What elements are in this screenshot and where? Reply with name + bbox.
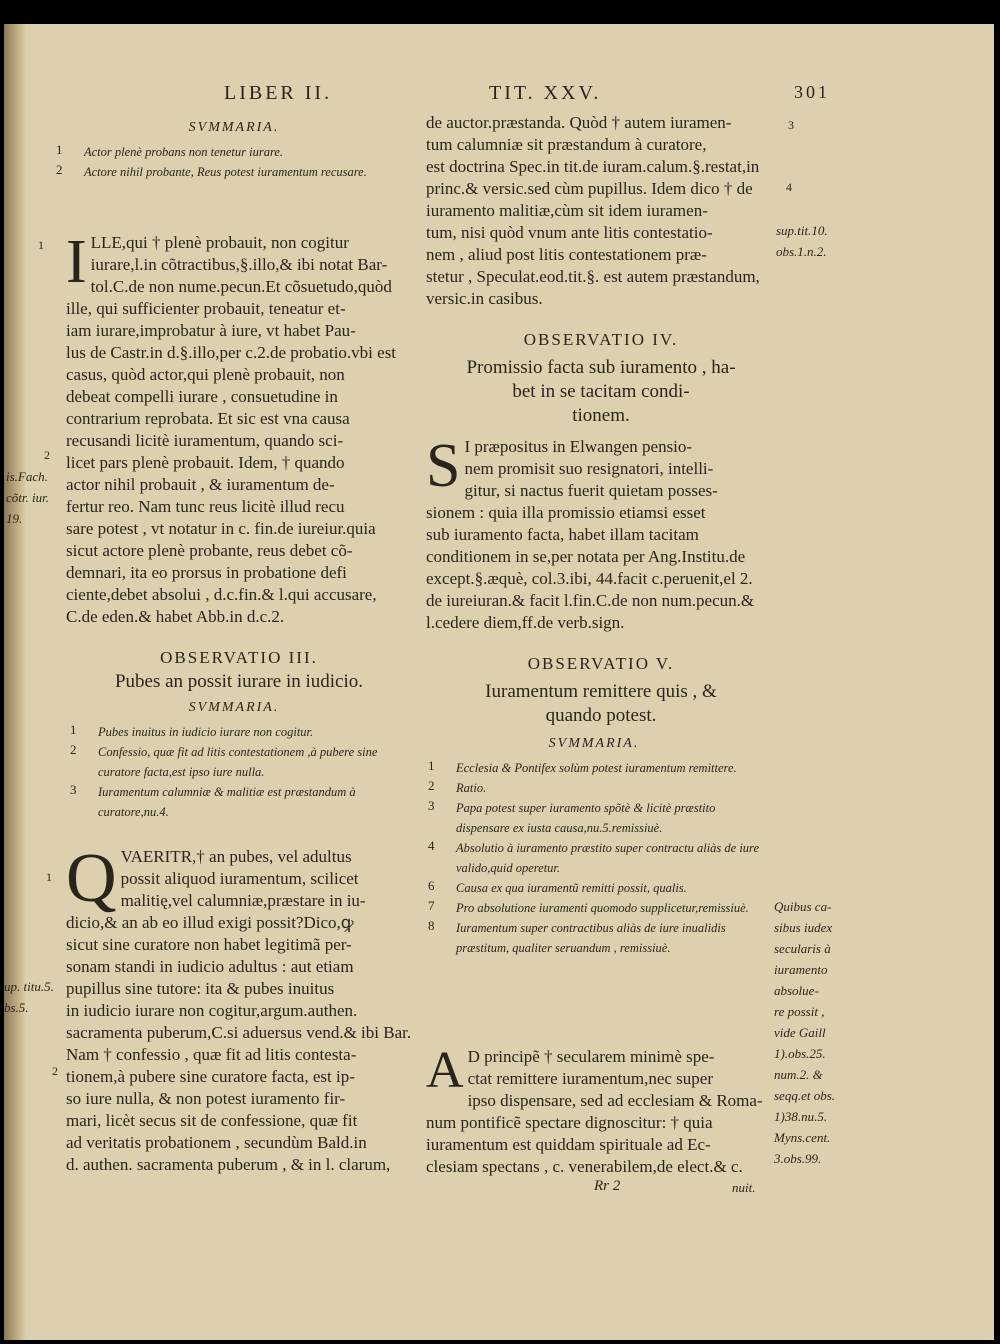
catchword: nuit. [732, 1180, 756, 1195]
observatio-5-subtitle: Iuramentum remittere quis , & quando potest. [485, 681, 717, 726]
margin-note: is.Fach. cõtr. iur. 19. [6, 469, 49, 526]
margin-number: 1 [38, 238, 44, 252]
observatio-3-subtitle: Pubes an possit iurare in iudicio. [114, 671, 364, 692]
drop-cap: Q [66, 840, 117, 917]
paragraph-3: Q VAERITR,† an pubes, vel adultus possit aliquod iuramentum, scilicet malitię,vel calumniæ,præstare in iu- dicio,& an ab eo illud exigi possit?Dico,ꝙ sicut sine curatore non habet legitimã per- sonam standi in iudicio adultus : aut etiam pupillus sine tutore: ita & pubes inuitus in iudicio iurare non cogitur,argum.authen. sacramenta puberum,C.si aduersus vend.& ibi Bar. Nam † confessio , quæ fit ad litis contesta- tionem,à pubere sine curatore facta, est ip- so iure nulla, & non potest iuramento fir- mari, licèt secus sit de confessione, quæ fit ad veritatis probationem , secundùm Bald.in d. authen. sacramenta puberum , & in l. clarum, [66, 840, 412, 1174]
summaria-item: 3 Iuramentum calumniæ & malitiæ est præstandum à curatore,nu.4. [70, 782, 356, 819]
gutter-shadow [4, 24, 26, 1340]
summaria-item: 2 Confessio, quæ fit ad litis contestationem ,à pubere sine curatore facta,est ipso iure nulla. [70, 742, 378, 779]
paragraph-continued: de auctor.præstanda. Quòd † autem iuramen- tum calumniæ sit præstandum à curatore, est doctrina Spec.in tit.de iuram.calum.§.restat,in princ.& versic.sed cùm pupillus. Idem dico † de iuramento malitiæ,cùm sit idem iuramen- tum, nisi quòd vnum ante litis contestatio- nem , aliud post litis contestationem præ- stetur , Speculat.eod.tit.§. est autem præstandum, versic.in casibus. [426, 113, 760, 308]
summaria-item: 2 Actore nihil probante, Reus potest iuramentum recusare. [56, 162, 367, 179]
margin-note: up. titu.5. bs.5. [4, 979, 54, 1015]
drop-cap: I [66, 228, 87, 296]
summaria-item: 1 Actor plenè probans non tenetur iurare. [56, 142, 284, 159]
paragraph-1: I LLE,qui † plenè probauit, non cogitur iurare,l.in cõtractibus,§.illo,& ibi notat Bar- tol.C.de non nume.pecun.Et cõsuetudo,quòd ille, qui sufficienter probauit, teneatur et- iam iurare,improbatur à iure, vt habet Pau- lus de Castr.in d.§.illo,per c.2.de probatio.vbi est casus, quòd actor,qui plenè probauit, non debeat compelli iurare , consuetudine in contrarium reprobata. Et sic est vna causa recusandi licitè iuramentum, quando sci- licet pars plenè probauit. Idem, † quando actor nihil probauit , & iuramentum de- fertur reo. Nam tunc reus licitè illud recu sare potest , vt notatur in c. fin.de iureiur.quia sicut actore plenè probante, reus debet cõ- demnari, ita eo prorsus in probatione defi ciente,debet absolui , d.c.fin.& l.qui accusare, C.de eden.& habet Abb.in d.c.2. [66, 228, 397, 626]
margin-number: 4 [786, 180, 792, 194]
running-header-left: LIBER II. [224, 82, 333, 104]
summaria-list [428, 758, 772, 958]
margin-note: Quibus ca- sibus iudex secularis à iuramento absolue- re possit , vide Gaill 1).obs.25. num.2. & seqq.et obs. 1)38.nu.5. Myns.cent. 3.obs.99. [774, 899, 836, 1166]
book-page [4, 24, 994, 1340]
margin-number: 2 [52, 1064, 58, 1078]
observatio-4-title: OBSERVATIO IV. [523, 330, 679, 349]
margin-number: 3 [788, 118, 794, 132]
observatio-4-subtitle: Promissio facta sub iuramento , ha- bet in se tacitam condi- tionem. [466, 357, 736, 426]
summaria-list [56, 142, 396, 182]
summaria-heading: SVMMARIA. [548, 736, 640, 751]
drop-cap: S [426, 432, 461, 500]
paragraph-5: A D principẽ † secularem minimè spe- ctat remittere iuramentum,nec super ipso dispensare, sed ad ecclesiam & Roma- num pontificẽ spectare dignoscitur: † quia iuramentum est quiddam spirituale ad Ec- clesiam spectans , c. venerabilem,de elect.& c. [426, 1042, 763, 1176]
summaria-item: 1 Pubes inuitus in iudicio iurare non cogitur. [70, 722, 314, 739]
margin-number: 2 [44, 448, 50, 462]
summaria-heading: SVMMARIA. [188, 120, 280, 135]
summaria-list [70, 722, 390, 822]
summaria-item: 8 Iuramentum super contractibus aliàs de iure inualidis præstitum, qualiter seruandum , remissiuè. [428, 918, 726, 955]
summaria-item: 3 Papa potest super iuramento spõtè & licitè præstito dispensare ex iusta causa,nu.5.remissiuè. [428, 798, 716, 835]
observatio-5-title: OBSERVATIO V. [527, 654, 675, 673]
margin-number: 1 [46, 870, 52, 884]
paragraph-4: S I præpositus in Elwangen pensio- nem promisit suo resignatori, intelli- gitur, si nactus fuerit quietam posses- sionem : quia illa promissio etiamsi esset sub iuramento facta, habet illam tacitam conditionem in se,per notata per Ang.Institu.de except.§.æquè, col.3.ibi, 44.facit c.peruenit,el 2. de iureiuran.& facit l.fin.C.de non num.pecun.& l.cedere diem,ff.de verb.sign. [426, 432, 755, 632]
summaria-item: 4 Absolutio à iuramento præstito super contractu aliàs de iure valido,quid operetur. [428, 838, 760, 875]
summaria-item: 2 Ratio. [428, 778, 487, 795]
signature-mark: Rr 2 [594, 1178, 621, 1194]
drop-cap: A [426, 1042, 464, 1099]
observatio-3-title: OBSERVATIO III. [160, 648, 318, 667]
summaria-heading: SVMMARIA. [188, 700, 280, 715]
summaria-item: 1 Ecclesia & Pontifex solùm potest iuramentum remittere. [428, 758, 737, 775]
page-number: 301 [794, 82, 830, 102]
running-header-center: TIT. XXV. [489, 82, 602, 104]
margin-note: sup.tit.10. obs.1.n.2. [776, 223, 828, 259]
summaria-item: 6 Causa ex qua iuramentũ remitti possit, qualis. [428, 878, 687, 895]
summaria-item: 7 Pro absolutione iuramenti quomodo supplicetur,remissiuè. [428, 898, 749, 915]
